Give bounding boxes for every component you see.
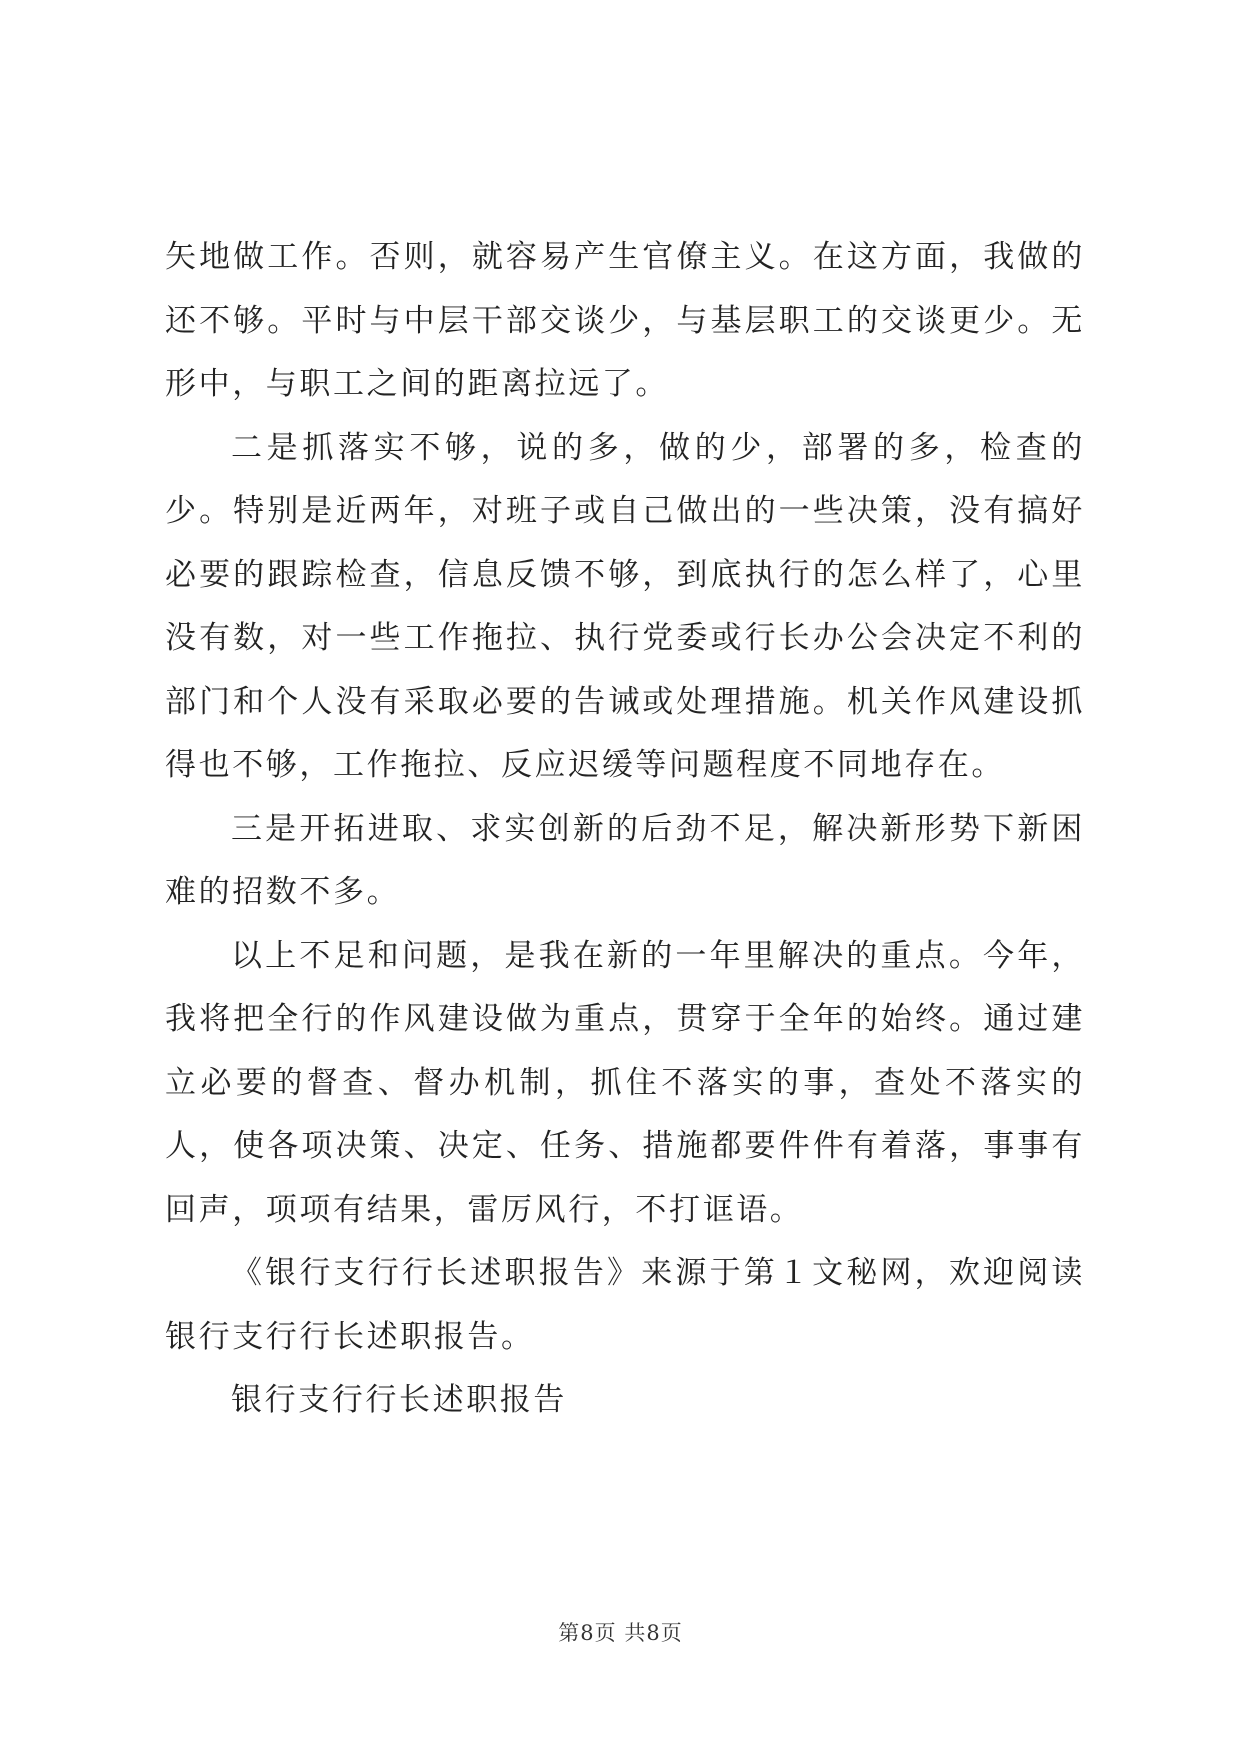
- page-number-footer: 第8页 共8页: [558, 1621, 683, 1645]
- document-body: [165, 226, 1085, 1433]
- paragraph-next-title: 银行支行行长述职报告: [231, 1382, 567, 1418]
- paragraph-continuation: 矢地做工作。否则，就容易产生官僚主义。在这方面，我做的还不够。平时与中层干部交谈少，与基层职工的交谈更少。无形中，与职工之间的距离拉远了。: [165, 239, 1085, 402]
- paragraph-shortcoming-three: 三是开拓进取、求实创新的后劲不足，解决新形势下新困难的招数不多。: [165, 810, 1085, 910]
- paragraph-source-note: 《银行支行行长述职报告》来源于第１文秘网，欢迎阅读银行支行行长述职报告。: [165, 1255, 1085, 1355]
- paragraph-improvement-plan: 以上不足和问题，是我在新的一年里解决的重点。今年，我将把全行的作风建设做为重点，贯穿于全年的始终。通过建立必要的督查、督办机制，抓住不落实的事，查处不落实的人，使各项决策、决定、任务、措施都要件件有着落，事事有回声，项项有结果，雷厉风行，不打诓语。: [165, 937, 1085, 1228]
- paragraph-shortcoming-two: 二是抓落实不够，说的多，做的少，部署的多，检查的少。特别是近两年，对班子或自己做出的一些决策，没有搞好必要的跟踪检查，信息反馈不够，到底执行的怎么样了，心里没有数，对一些工作拖拉、执行党委或行长办公会决定不利的部门和个人没有采取必要的告诫或处理措施。机关作风建设抓得也不够，工作拖拉、反应迟缓等问题程度不同地存在。: [165, 429, 1085, 783]
